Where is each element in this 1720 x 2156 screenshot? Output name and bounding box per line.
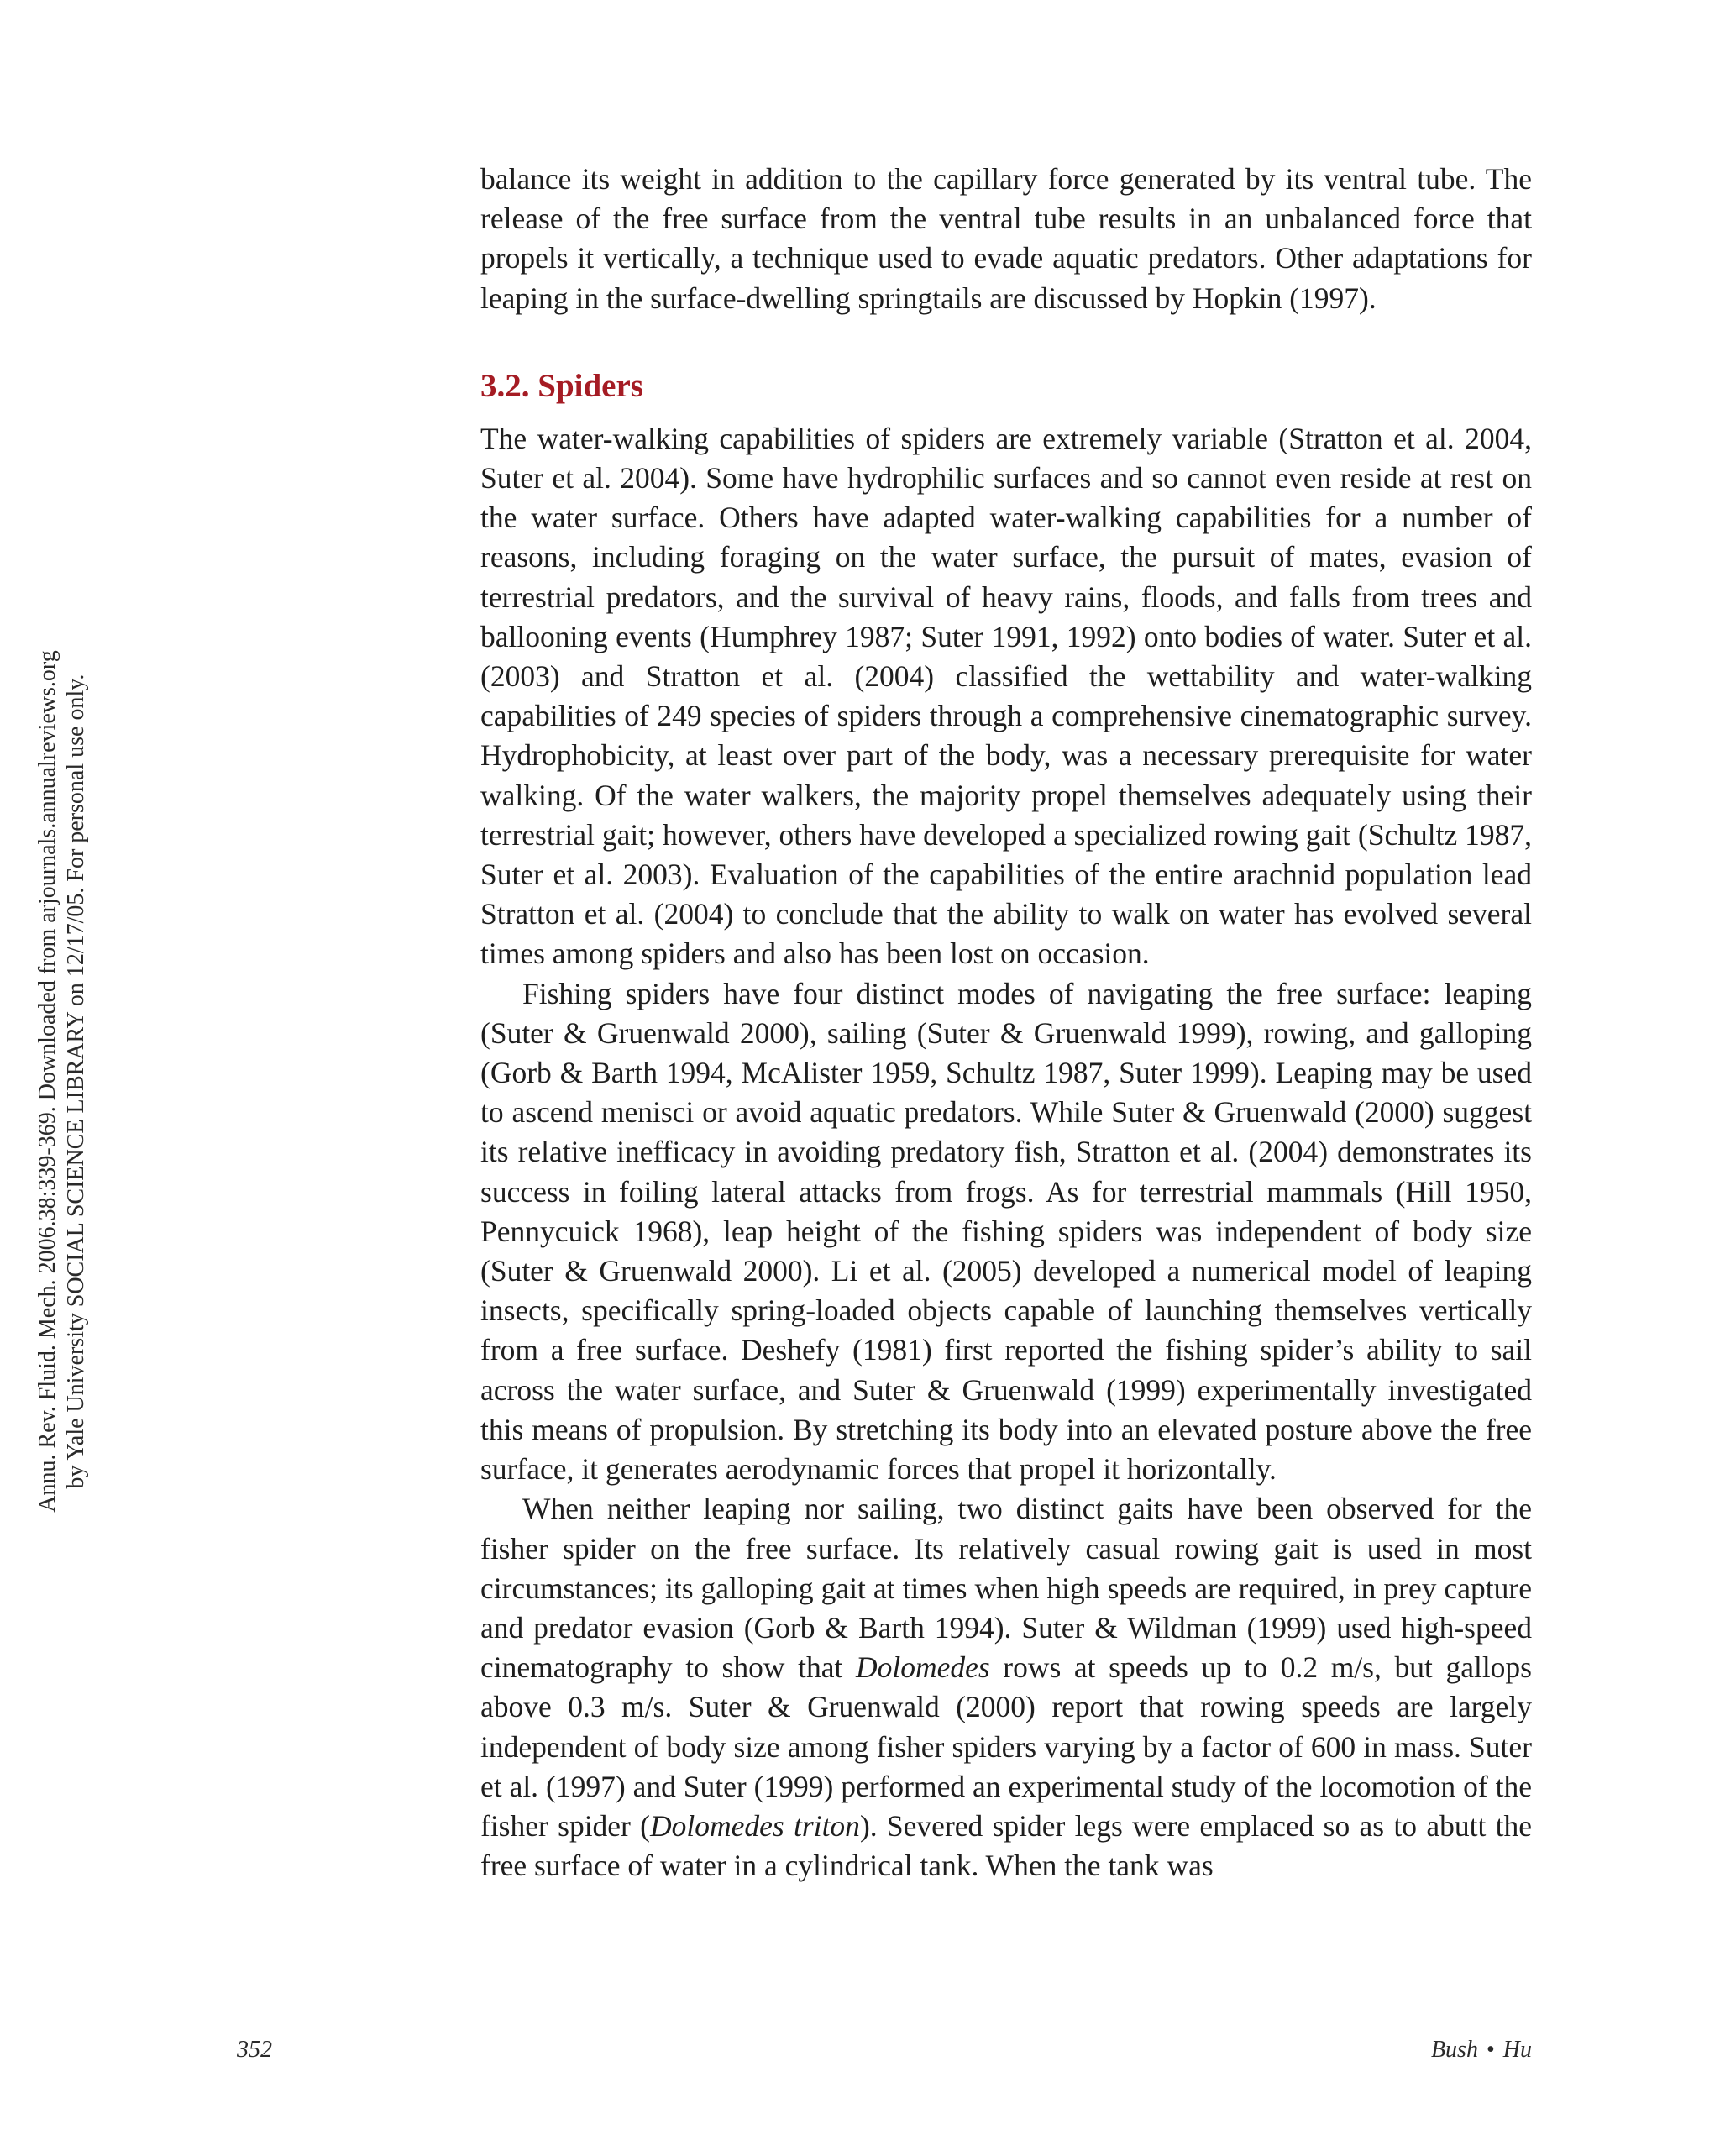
paragraph-2: Fishing spiders have four distinct modes of navigating the free surface: leaping (Suter & Gruenwald 2000), sailing (Suter & Gruenwald 1999), rowing, and galloping (Gorb & Barth 1994, McAlister 1959, Schultz 1987, Suter 1999). Leaping may be used to ascend menisci or avoid aquatic predators. While Suter & Gruenwald (2000) suggest its relative inefficacy in avoiding predatory fish, Stratton et al. (2004) demonstrates its success in foiling lateral attacks from frogs. As for terrestrial mammals (Hill 1950, Pennycuick 1968), leap height of the fishing spiders was independent of body size (Suter & Gruenwald 2000). Li et al. (2005) developed a numerical model of leaping insects, specifically spring-loaded objects capable of launching themselves vertically from a free surface. Deshefy (1981) first reported the fishing spider’s ability to sail across the water surface, and Suter & Gruenwald (1999) experimentally investigated this means of propulsion. By stretching its body into an elevated posture above the free surface, it generates aerodynamic forces that propel it horizontally. — [480, 976, 1532, 1487]
author-2: Hu — [1502, 2037, 1532, 2063]
species-name: Dolomedes triton — [650, 1808, 860, 1843]
paragraph-3 — [480, 1489, 1532, 1886]
download-notice-line-2: by Yale University SOCIAL SCIENCE LIBRARY on 12/17/05. For personal use only. — [63, 674, 89, 1489]
paragraph-3-part-2: rows at speeds up to 0.2 m/s, but gallops above 0.3 m/s. Suter & Gruenwald (2000) report that rowing speeds are largely independent of body size among fisher spiders varying by a factor of 600 in mass. Suter et al. (1997) and Suter (1999) performed an experimental study of the locomotion of the fisher spider ( — [480, 1650, 1532, 1843]
download-notice — [34, 605, 91, 1558]
paragraph-1: The water-walking capabilities of spiders are extremely variable (Stratton et al. 2004, Suter et al. 2004). Some have hydrophilic surfaces and so cannot even reside at rest on the water surface. Others have adapted water-walking capabilities for a number of reasons, including foraging on the water surface, the pursuit of mates, evasion of terrestrial predators, and the survival of heavy rains, floods, and falls from trees and ballooning events (Humphrey 1987; Suter 1991, 1992) onto bodies of water. Suter et al. (2003) and Stratton et al. (2004) classified the wettability and water-walking capabilities of 249 species of spiders through a comprehensive cinematographic survey. Hydrophobicity, at least over part of the body, was a necessary prerequisite for water walking. Of the water walkers, the majority propel themselves adequately using their terrestrial gait; however, others have developed a specialized rowing gait (Schultz 1987, Suter et al. 2003). Evaluation of the capabilities of the entire arachnid population lead Stratton et al. (2004) to conclude that the ability to walk on water has evolved several times among spiders and also has been lost on occasion. — [480, 421, 1532, 971]
running-footer-authors — [1431, 2037, 1532, 2064]
paragraph-intro: balance its weight in addition to the capillary force generated by its ventral tube. The release of the free surface from the ventral tube results in an unbalanced force that propels it vertically, a technique used to evade aquatic predators. Other adaptations for leaping in the surface-dwelling springtails are discussed by Hopkin (1997). — [480, 162, 1532, 315]
author-separator: • — [1486, 2037, 1495, 2063]
genus-name: Dolomedes — [855, 1650, 990, 1685]
page-number: 352 — [237, 2037, 272, 2063]
paragraph-3-part-1: When neither leaping nor sailing, two distinct gaits have been observed for the fisher spider on the free surface. Its relatively casual rowing gait is used in most circumstances; its galloping gait at times when high speeds are required, in prey capture and predator evasion (Gorb & Barth 1994). Suter & Wildman (1999) used high-speed cinematography to show that — [480, 1492, 1532, 1685]
section-heading: 3.2. Spiders — [480, 367, 643, 404]
text-column — [480, 160, 1532, 1886]
download-notice-line-1: Annu. Rev. Fluid. Mech. 2006.38:339-369. Downloaded from arjournals.annualreviews.org — [34, 650, 60, 1513]
author-1: Bush — [1430, 2037, 1478, 2063]
paragraph-3-part-3: ). Severed spider legs were emplaced so as to abutt the free surface of water in a cylindrical tank. When the tank was — [480, 1808, 1532, 1883]
